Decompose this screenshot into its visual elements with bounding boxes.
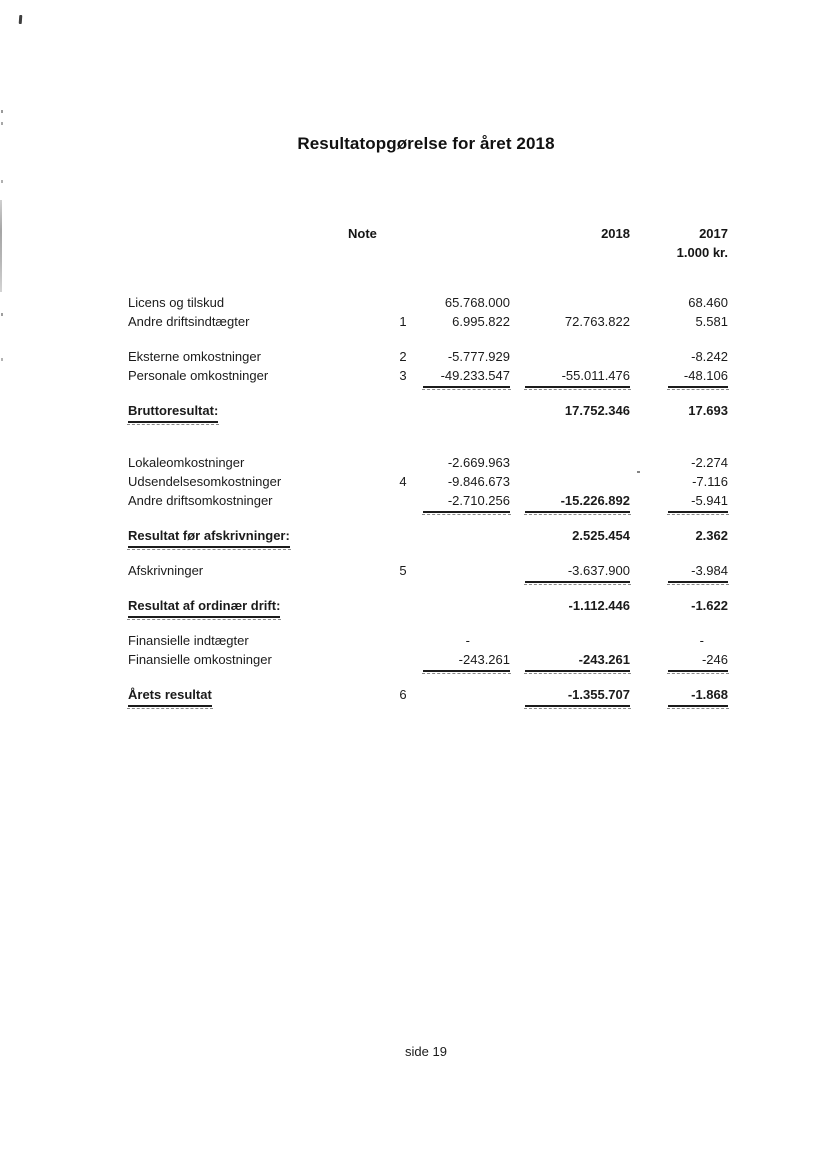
row-amount-2017: -48.106 (668, 366, 728, 388)
row-amount-detail-2018: -243.261 (423, 650, 510, 672)
row-amount-detail-2018: - (465, 633, 470, 648)
column-header-2018: 2018 (601, 226, 630, 241)
page-number: side 19 (405, 1044, 447, 1059)
statement-row (128, 293, 728, 312)
row-label: Resultat før afskrivninger: (128, 526, 383, 548)
row-amount-total-2018: 17.752.346 (564, 403, 630, 418)
page-title: Resultatopgørelse for året 2018 (297, 134, 555, 153)
statement-row (128, 347, 728, 366)
statement-row (128, 685, 728, 704)
row-label: Andre driftsomkostninger (128, 493, 273, 508)
column-header-unit: 1.000 kr. (676, 245, 728, 260)
row-amount-2017: - (699, 633, 704, 648)
row-amount-detail-2018: -2.669.963 (447, 455, 510, 470)
row-amount-2017: -1.622 (691, 598, 728, 613)
row-label: Lokaleomkostninger (128, 455, 245, 470)
statement-row (128, 401, 728, 420)
statement-rows (128, 293, 728, 704)
row-amount-total-2018: -1.355.707 (525, 685, 630, 707)
row-amount-2017: -7.116 (692, 474, 728, 489)
row-label: Eksterne omkostninger (128, 349, 261, 364)
statement-row (128, 453, 728, 472)
row-label: Afskrivninger (128, 563, 204, 578)
row-amount-2017: -5.941 (668, 491, 728, 513)
column-header-2017: 2017 (699, 226, 728, 241)
statement-row (128, 472, 728, 491)
row-amount-total-2018: -243.261 (525, 650, 630, 672)
row-note-number: 5 (399, 563, 407, 578)
row-label: Licens og tilskud (128, 295, 225, 310)
row-label: Finansielle indtægter (128, 633, 249, 648)
column-header-row (128, 224, 728, 243)
scan-artifact (1, 358, 3, 361)
row-amount-detail-2018: 6.995.822 (452, 314, 510, 329)
row-label: Andre driftsindtægter (128, 314, 250, 329)
statement-row (128, 631, 728, 650)
row-amount-total-2018: -55.011.476 (525, 366, 630, 388)
row-note-number: 3 (399, 368, 407, 383)
row-amount-2017: 68.460 (688, 295, 728, 310)
column-header-note: Note (348, 226, 377, 241)
statement-row (128, 526, 728, 545)
row-amount-detail-2018: -49.233.547 (423, 366, 510, 388)
row-amount-total-2018: 2.525.454 (572, 528, 630, 543)
scan-artifact (1, 110, 3, 113)
row-amount-detail-2018: -5.777.929 (447, 349, 510, 364)
column-header-unit-row (128, 243, 728, 262)
scan-artifact (1, 122, 3, 125)
statement-row (128, 561, 728, 580)
row-amount-detail-2018: 65.768.000 (444, 295, 510, 310)
scan-artifact (1, 180, 3, 183)
statement-row (128, 491, 728, 510)
row-note-number: 1 (399, 314, 407, 329)
scan-artifact (1, 313, 3, 316)
row-amount-2017: 17.693 (688, 403, 728, 418)
row-amount-detail-2018: -9.846.673 (447, 474, 510, 489)
row-amount-detail-2018: -2.710.256 (423, 491, 510, 513)
row-label: Resultat af ordinær drift: (128, 596, 383, 618)
row-amount-2017: 5.581 (695, 314, 728, 329)
statement-row (128, 366, 728, 385)
row-amount-total-2018: -1.112.446 (568, 598, 630, 613)
scan-artifact (0, 200, 2, 292)
row-amount-total-2018: -3.637.900 (525, 561, 630, 583)
income-statement-table (128, 224, 728, 704)
statement-row (128, 650, 728, 669)
row-amount-2017: 2.362 (695, 528, 728, 543)
row-note-number: 4 (399, 474, 407, 489)
row-amount-2017: -1.868 (668, 685, 728, 707)
row-amount-2017: -8.242 (691, 349, 728, 364)
row-label: Bruttoresultat: (128, 401, 383, 423)
row-amount-2017: -2.274 (691, 455, 728, 470)
row-amount-2017: -3.984 (668, 561, 728, 583)
row-amount-total-2018: 72.763.822 (564, 314, 630, 329)
column-header-note-wrap (128, 224, 383, 243)
statement-row (128, 312, 728, 331)
row-amount-2017: -246 (668, 650, 728, 672)
scan-artifact (19, 15, 23, 24)
row-note-number: 2 (399, 349, 407, 364)
row-label: Finansielle omkostninger (128, 652, 272, 667)
row-label: Personale omkostninger (128, 368, 269, 383)
row-amount-total-2018: -15.226.892 (525, 491, 630, 513)
row-note-number: 6 (399, 687, 407, 702)
row-label: Udsendelsesomkostninger (128, 474, 282, 489)
row-label: Årets resultat (128, 685, 383, 707)
statement-row (128, 596, 728, 615)
